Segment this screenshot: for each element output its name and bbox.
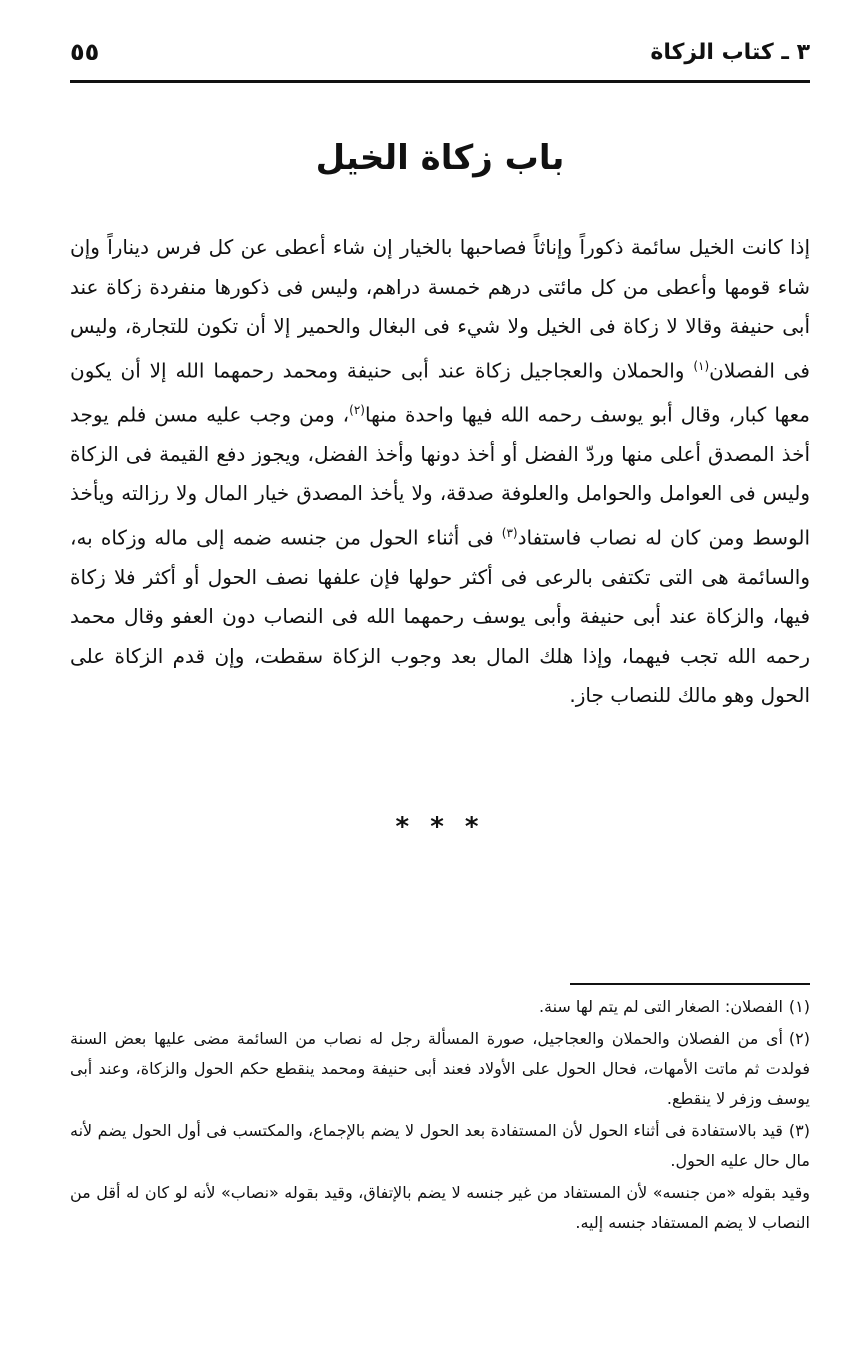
chapter-title: باب زكاة الخيل [315, 138, 565, 178]
footnote-2 [70, 1024, 810, 1114]
section-separator: * * * [395, 812, 485, 842]
footnote-rule [570, 983, 810, 985]
footnote-3-continuation: وقيد بقوله «من جنسه» لأن المستفاد من غير جنسه لا يضم بالإتفاق، وقيد بقوله «نصاب» لأنه لو كان له أقل من النصاب لا يضم المستفاد جنسه إليه. [70, 1183, 810, 1232]
footnote-1 [70, 992, 810, 1022]
page-number: ٥٥ [70, 38, 100, 66]
footnote-text: الفصلان: الصغار التى لم يتم لها سنة. [538, 997, 783, 1016]
header-rule [70, 80, 810, 83]
footnotes [70, 992, 810, 1238]
footnote-ref-2: (٢) [349, 402, 365, 417]
body-paragraph [70, 228, 810, 716]
body-text-part-1: إذا كانت الخيل سائمة ذكوراً وإناثاً فصاحبها بالخيار إن شاء أعطى عن كل فرس ديناراً وإن شاء قومها وأعطى من كل مائتى درهم خمسة دراهم، وليس فى ذكورها منفردة زكاة عند أبى حنيفة وقالا لا زكاة فى الخيل ولا شيء فى البغال والحمير إلا أن تكون للتجارة، وليس فى الفصلان [70, 235, 810, 383]
running-title: ٣ ـ كتاب الزكاة [650, 40, 810, 65]
footnote-number: (٣) [788, 1121, 810, 1140]
body-text-part-3: ، ومن وجب عليه مسن فلم يوجد أخذ المصدق أعلى منها وردّ الفضل أو أخذ دونها وأخذ الفضل، ويجوز دفع القيمة فى الزكاة وليس فى العوامل والحوامل والعلوفة صدقة، ولا يأخذ المصدق خيار المال ولا رزالته ويأخذ الوسط ومن كان له نصاب فاستفاد [70, 402, 810, 550]
footnote-ref-1: (١) [693, 358, 710, 373]
footnote-number: (٢) [788, 1029, 810, 1048]
page-header [70, 38, 810, 78]
footnote-3 [70, 1116, 810, 1176]
body-text-part-4: فى أثناء الحول من جنسه ضمه إلى ماله وزكاه به، والسائمة هى التى تكتفى بالرعى فى أكثر حولها فإن علفها نصف الحول أو أكثر فلا زكاة فيها، والزكاة عند أبى حنيفة وأبى يوسف رحمهما الله فى النصاب دون العفو وقال محمد رحمه الله تجب فيهما، وإذا هلك المال بعد وجوب الزكاة سقطت، وإن قدم الزكاة على الحول وهو مالك للنصاب جاز. [70, 525, 810, 708]
footnote-number: (١) [788, 997, 810, 1016]
body-text-part-2: والحملان والعجاجيل زكاة عند أبى حنيفة ومحمد رحمهما الله إلا أن يكون معها كبار، وقال أبو يوسف رحمه الله فيها واحدة منها [70, 358, 811, 427]
footnote-text: أى من الفصلان والحملان والعجاجيل، صورة المسألة رجل له نصاب من السائمة مضى عليها بعض السنة فولدت ثم ماتت الأمهات، فحال الحول على الأولاد فعند أبى حنيفة ومحمد ينقطع حكم الحول والزكاة، وعند أبى يوسف وزفر لا ينقطع. [70, 1029, 810, 1108]
footnote-text: قيد بالاستفادة فى أثناء الحول لأن المستفادة بعد الحول لا يضم بالإجماع، والمكتسب فى أول الحول يضم لأنه مال حال عليه الحول. [70, 1121, 810, 1170]
footnote-ref-3: (٣) [501, 525, 518, 540]
